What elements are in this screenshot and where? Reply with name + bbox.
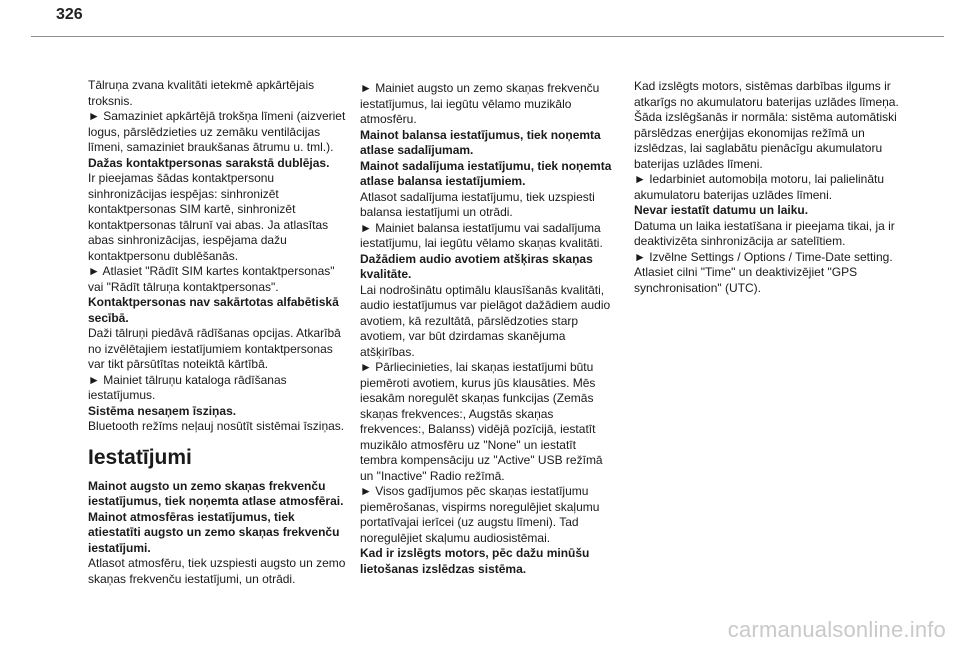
paragraph: ► Mainiet augsto un zemo skaņas frekvenču iestatījumus, lai iegūtu vēlamo muzikālo atmosfēru. xyxy=(360,81,600,126)
section-heading: Iestatījumi xyxy=(88,445,192,469)
text-column-1 xyxy=(88,78,350,587)
paragraph: Atlasot atmosfēru, tiek uzspiesti augsto un zemo skaņas frekvenču iestatījumi, un otrādi. xyxy=(88,556,346,586)
bold-paragraph: Dažas kontaktpersonas sarakstā dublējas. xyxy=(88,155,330,170)
text-column-3 xyxy=(634,79,900,296)
paragraph: ► Samaziniet apkārtējā trokšņa līmeni (aizveriet logus, pārslēdzieties uz zemāku ventilācijas līmeni, samaziniet braukšanas ātrumu u. tml.). xyxy=(88,109,346,154)
paragraph: Atlasot sadalījuma iestatījumu, tiek uzspiesti balansa iestatījumi un otrādi. xyxy=(360,189,595,219)
paragraph: Kad izslēgts motors, sistēmas darbības ilgums ir atkarīgs no akumulatoru baterijas uzlādes līmeņa. xyxy=(634,79,899,109)
paragraph: ► Mainiet tālruņu kataloga rādīšanas iestatījumus. xyxy=(88,372,287,402)
paragraph: ► Atlasiet "Rādīt SIM kartes kontaktpersonas" vai "Rādīt tālruņa kontaktpersonas". xyxy=(88,264,335,294)
paragraph: ► Mainiet balansa iestatījumu vai sadalījuma iestatījumu, lai iegūtu vēlamo skaņas kvalitāti. xyxy=(360,220,603,250)
paragraph: ► Iedarbiniet automobiļa motoru, lai palielinātu akumulatoru baterijas uzlādes līmeni. xyxy=(634,172,885,202)
page-number: 326 xyxy=(56,6,83,23)
paragraph: ► Pārliecinieties, lai skaņas iestatījumi būtu piemēroti avotiem, kurus jūs klausāties. Mēs iesakām noregulēt skaņas funkcijas (Zemās skaņas frekvences:, Augstās skaņas frekvences:, Balanss) vidējā pozīcijā, iestatīt muzikālo atmosfēru uz "None" un iestatīt tembra kompensāciju uz "Active" USB režīmā un "Inactive" Radio režīmā. xyxy=(360,360,603,483)
bold-paragraph: Mainot sadalījuma iestatījumu, tiek noņemta atlase balansa iestatījumiem. xyxy=(360,158,612,188)
paragraph: Daži tālruņi piedāvā rādīšanas opcijas. Atkarībā no izvēlētajiem iestatījumiem kontaktpersonas var tikt pārsūtītas noteiktā kārtībā. xyxy=(88,326,341,371)
text-column-2 xyxy=(360,81,616,577)
paragraph: Lai nodrošinātu optimālu klausīšanās kvalitāti, audio iestatījumus var pielāgot dažādiem audio avotiem, kā rezultātā, pārslēdzoties starp avotiem, var būt dzirdamas skanējuma atšķirības. xyxy=(360,282,611,359)
paragraph: Šāda izslēgšanās ir normāla: sistēma automātiski pārslēdzas enerģijas ekonomijas režīmā un izslēdzas, lai saglabātu pienācīgu akumulatoru baterijas uzlādes līmeni. xyxy=(634,110,897,171)
bold-paragraph: Mainot balansa iestatījumus, tiek noņemta atlase sadalījumam. xyxy=(360,127,601,157)
header-divider xyxy=(31,36,944,37)
bold-paragraph: Dažādiem audio avotiem atšķiras skaņas kvalitāte. xyxy=(360,251,593,281)
bold-paragraph: Mainot atmosfēras iestatījumus, tiek atiestatīti augsto un zemo skaņas frekvenču iestatījumi. xyxy=(88,509,340,555)
paragraph: Ir pieejamas šādas kontaktpersonu sinhronizācijas iespējas: sinhronizēt kontaktpersonas SIM kartē, sinhronizēt kontaktpersonas tālrunī vai abas. Ja atlasītas abas sinhronizācijas, iespējama dažu kontaktpersonu dublēšanās. xyxy=(88,171,329,263)
bold-paragraph: Kontaktpersonas nav sakārtotas alfabētiskā secībā. xyxy=(88,295,339,325)
watermark: carmanualsonline.info xyxy=(727,617,946,642)
bold-paragraph: Kad ir izslēgts motors, pēc dažu minūšu lietošanas izslēdzas sistēma. xyxy=(360,546,590,576)
bold-paragraph: Mainot augsto un zemo skaņas frekvenču iestatījumus, tiek noņemta atlase atmosfērai. xyxy=(88,478,344,508)
bold-paragraph: Sistēma nesaņem īsziņas. xyxy=(88,403,237,418)
paragraph: Datuma un laika iestatīšana ir pieejama tikai, ja ir deaktivizēta sinhronizācija ar satelītiem. xyxy=(634,218,895,248)
paragraph: Bluetooth režīms neļauj nosūtīt sistēmai īsziņas. xyxy=(88,419,345,433)
paragraph: ► Visos gadījumos pēc skaņas iestatījumu piemērošanas, vispirms noregulējiet skaļumu portatīvajai ierīcei (uz augstu līmeni). Tad noregulējiet skaļumu audiosistēmai. xyxy=(360,484,600,545)
bold-paragraph: Nevar iestatīt datumu un laiku. xyxy=(634,203,809,217)
paragraph: Tālruņa zvana kvalitāti ietekmē apkārtējais troksnis. xyxy=(88,78,315,108)
paragraph: ► Izvēlne Settings / Options / Time-Date setting. Atlasiet cilni "Time" un deaktivizējiet "GPS synchronisation" (UTC). xyxy=(634,249,893,295)
